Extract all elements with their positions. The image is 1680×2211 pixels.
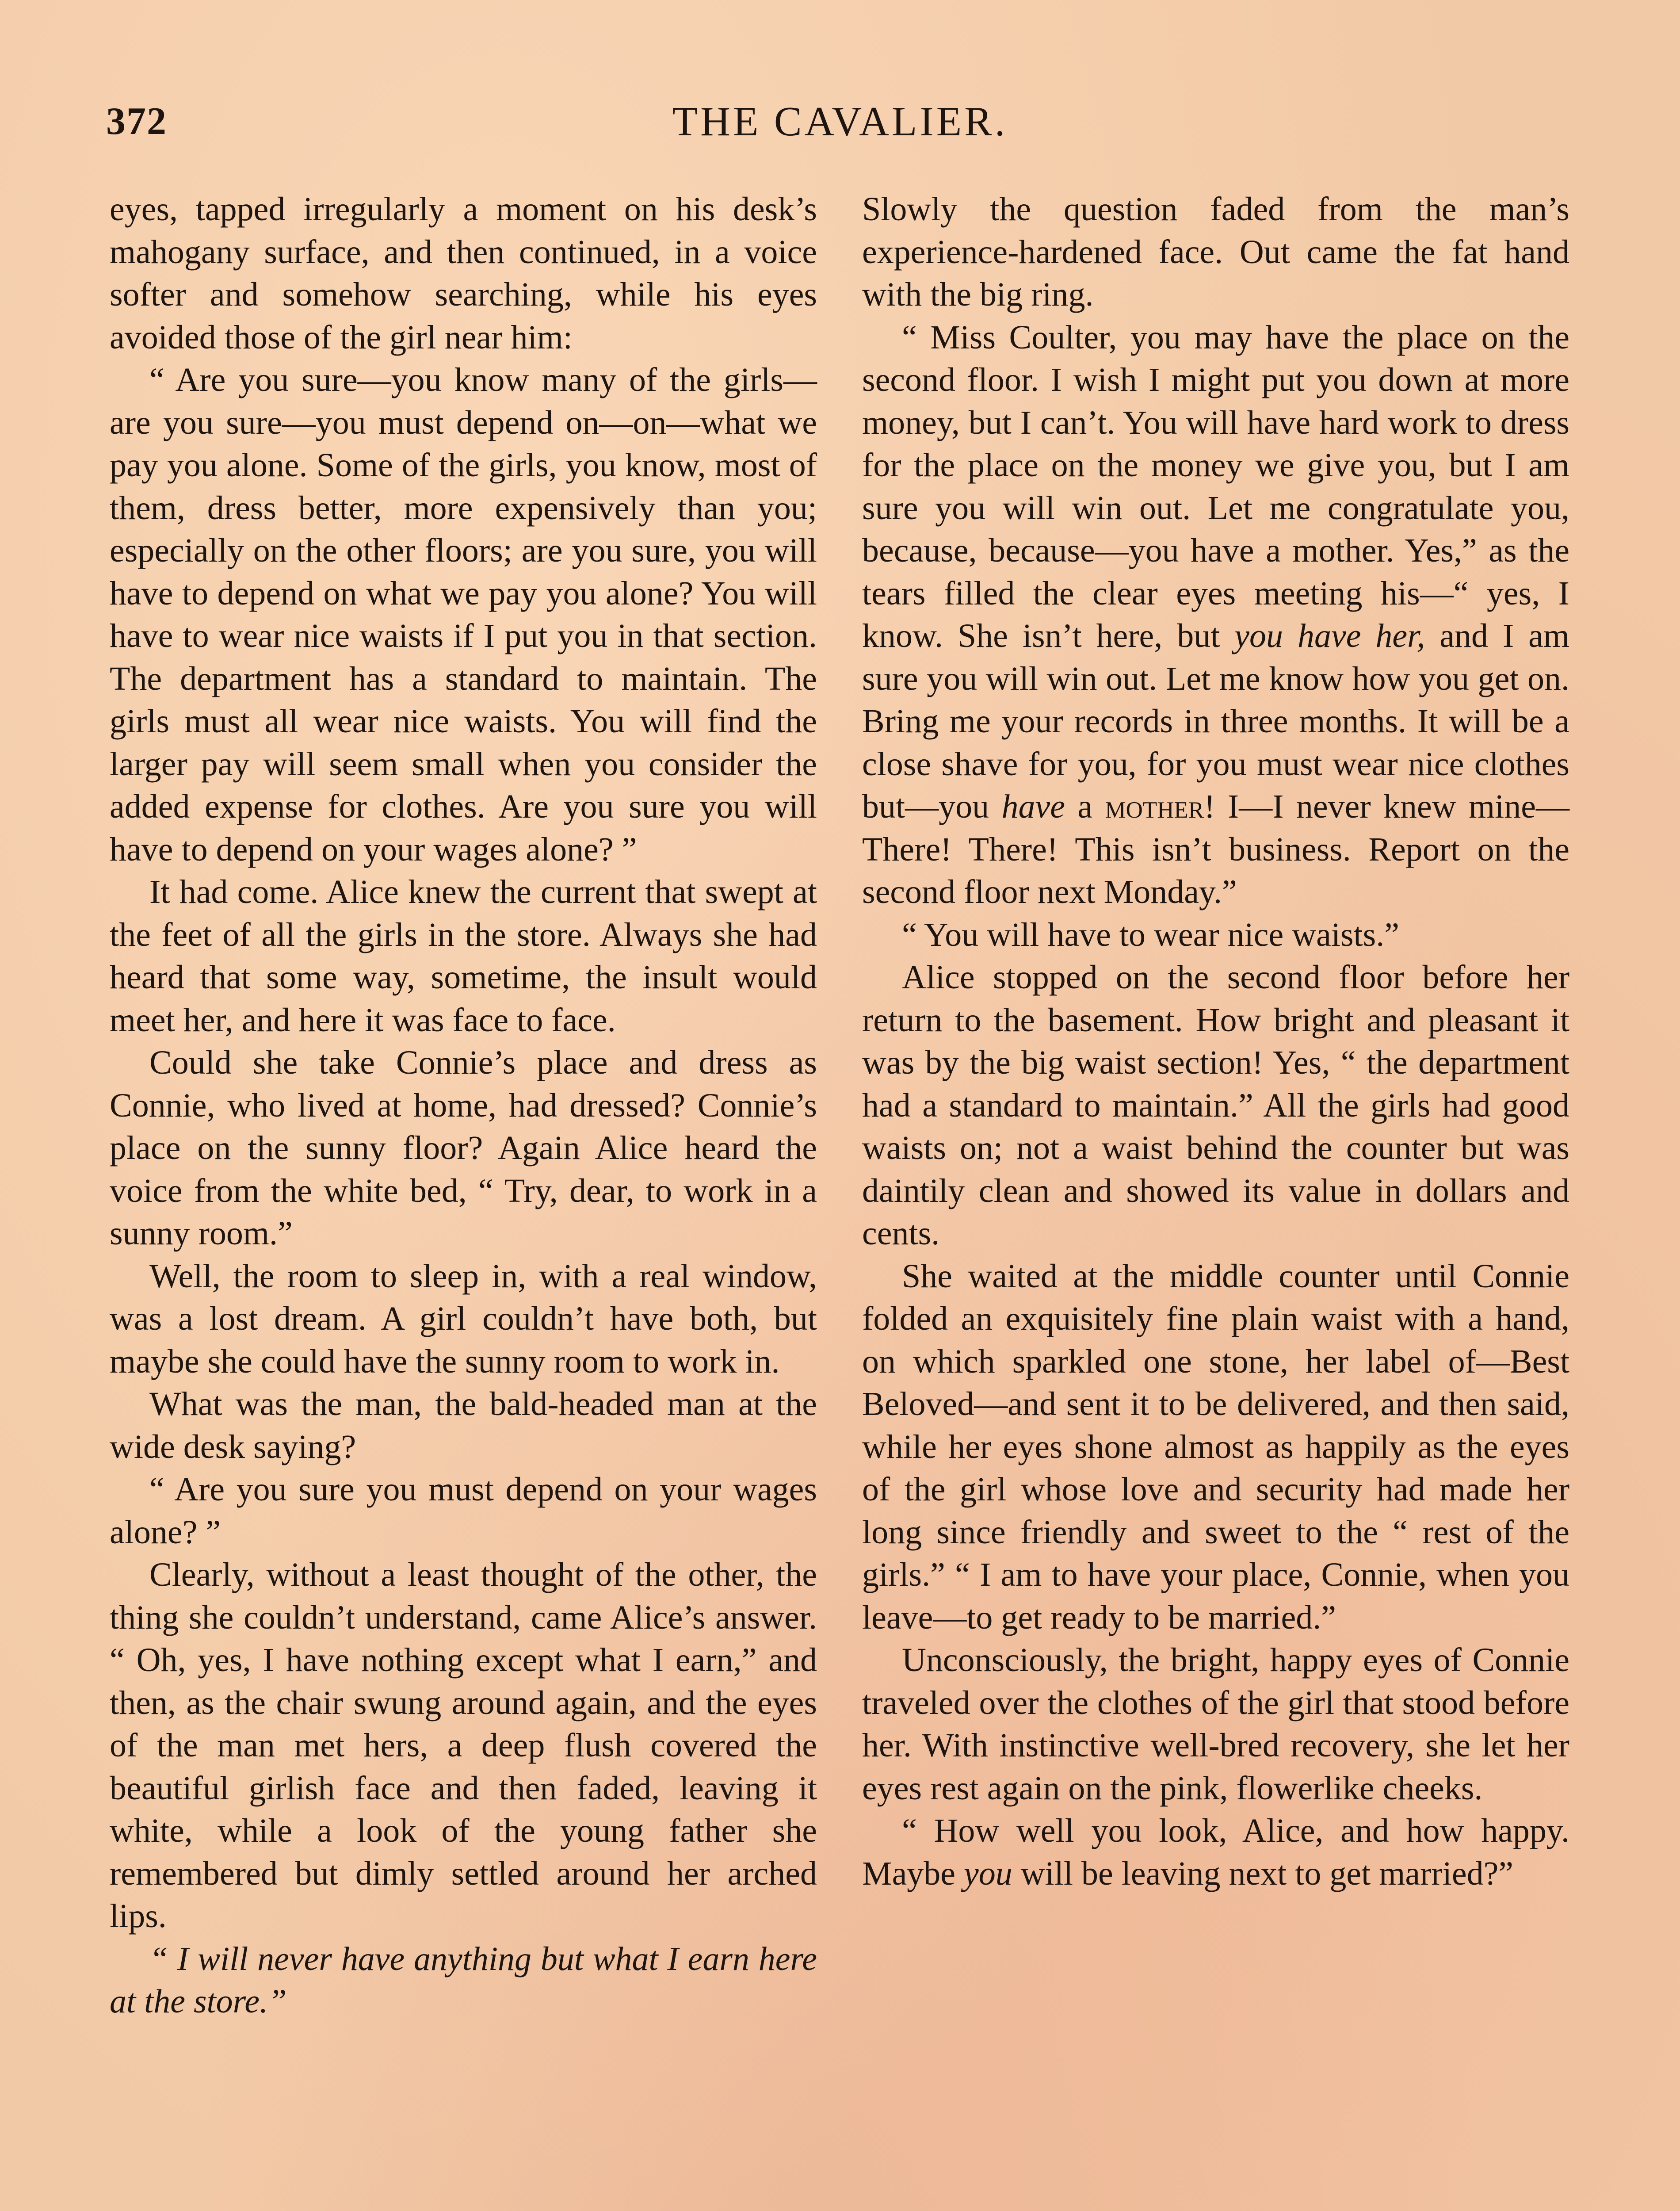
paragraph: [862, 316, 1569, 914]
paragraph: Well, the room to sleep in, with a real window, was a lost dream. A girl couldn’t have both, but maybe she could have the sunny room to work in.: [110, 1257, 817, 1380]
paragraph: [862, 1809, 1569, 1895]
paragraph: “ You will have to wear nice waists.”: [902, 916, 1399, 953]
paragraph: Could she take Connie’s place and dress as Connie, who lived at home, had dressed? Connie’s place on the sunny floor? Again Alice heard the voice from the white bed, “ Try, dear, to work in a sunny room.”: [110, 1044, 817, 1252]
right-column: [862, 188, 1569, 1895]
paragraph: “ Are you sure you must depend on your wages alone? ”: [110, 1471, 817, 1551]
paragraph: What was the man, the bald-headed man at the wide desk saying?: [110, 1385, 817, 1465]
text-run: “ Miss Coulter, you may have the place on the second floor. I wish I might put you down at more money, but I can’t. You will have hard work to dress for the place on the money we give you, but I am sure you will win out. Let me congratulate you, because, because—you have a mother. Yes,” as the tears filled the clear eyes meeting his—“ yes, I know. She isn’t here, but: [862, 318, 1569, 654]
italic-run: you have her,: [1234, 617, 1425, 654]
paragraph: It had come. Alice knew the current that swept at the feet of all the girls in the store. Always she had heard that some way, sometime, the insult would meet her, and here it was face to face.: [110, 873, 817, 1039]
paragraph: Unconsciously, the bright, happy eyes of Connie traveled over the clothes of the girl that stood before her. With instinctive well-bred recovery, she let her eyes rest again on the pink, flowerlike cheeks.: [862, 1641, 1569, 1807]
paragraph: She waited at the middle counter until Connie folded an exquisitely fine plain waist with a hand, on which sparkled one stone, her label of—Best Beloved—and sent it to be delivered, and then said, while her eyes shone almost as happily as the eyes of the girl whose love and security had made her long since friendly and sweet to the “ rest of the girls.” “ I am to have your place, Connie, when you leave—to get ready to be married.”: [862, 1257, 1569, 1636]
page-number: 372: [106, 100, 167, 143]
paragraph: eyes, tapped irregularly a moment on his desk’s mahogany surface, and then continued, in a voice softer and somehow searching, while his eyes avoided those of the girl near him:: [110, 191, 817, 356]
page-header: [106, 95, 1574, 148]
running-head: THE CAVALIER.: [672, 99, 1008, 145]
text-run: and I am sure you will win out. Let me know how you get on. Bring me your records in three months. It will be a close shave for you, for you must wear nice clothes but—you: [862, 617, 1569, 825]
text-run: “ How well you look, Alice, and how happy. Maybe: [862, 1812, 1569, 1892]
italic-quote-paragraph: [110, 1938, 817, 2023]
text-run: will be leaving next to get married?”: [1012, 1855, 1514, 1892]
text-run: ! I—I never knew mine— There! There! This isn’t business. Report on the second floor next Monday.”: [862, 788, 1570, 910]
paragraph: Alice stopped on the second floor before her return to the basement. How bright and pleasant it was by the big waist section! Yes, “ the department had a standard to maintain.” All the girls had good waists on; not a waist behind the counter but was daintily clean and showed its value in dollars and cents.: [862, 959, 1569, 1252]
small-caps-run: mother: [1105, 788, 1204, 825]
text-run: a: [1065, 788, 1105, 825]
italic-run: you: [964, 1855, 1012, 1892]
paragraph: Slowly the question faded from the man’s experience-hardened face. Out came the fat hand with the big ring.: [862, 191, 1569, 313]
paragraph: Clearly, without a least thought of the other, the thing she couldn’t understand, came Alice’s answer. “ Oh, yes, I have nothing except what I earn,” and then, as the chair swung around again, and the eyes of the man met hers, a deep flush covered the beautiful girlish face and then faded, leaving it white, while a look of the young father she remembered but dimly settled around her arched lips.: [110, 1556, 817, 1935]
paragraph: “ Are you sure—you know many of the girls—are you sure—you must depend on—on—what we pay you alone. Some of the girls, you know, most of them, dress better, more expensively than you; especially on the other floors; are you sure, you will have to depend on what we pay you alone? You will have to wear nice waists if I put you in that section. The department has a standard to maintain. The girls must all wear nice waists. You will find the larger pay will seem small when you consider the added expense for clothes. Are you sure you will have to depend on your wages alone? ”: [110, 361, 817, 868]
italic-quote: “ I will never have anything but what I earn here at the store.”: [110, 1940, 817, 2020]
italic-run: have: [1001, 788, 1065, 825]
left-column: [110, 188, 817, 2023]
